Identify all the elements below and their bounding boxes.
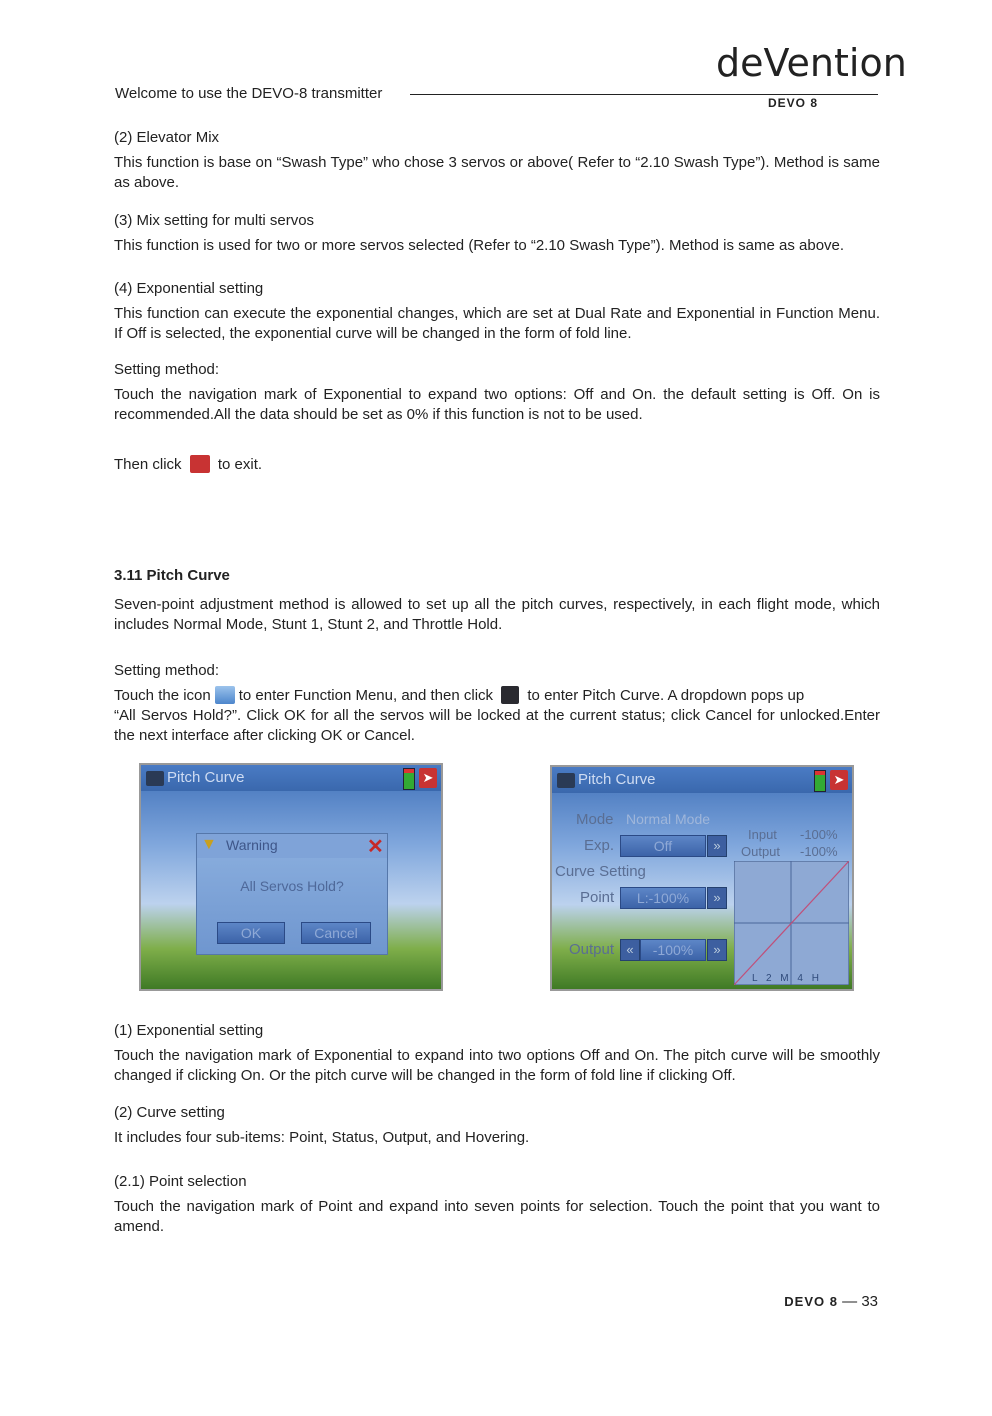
point-selection-heading: (2.1) Point selection [114,1173,247,1190]
warning-titlebar [197,834,387,858]
logo-rule [720,94,878,95]
point-selection-body: Touch the navigation mark of Point and expand into seven points for selection. Touch the point that you want to amend. [114,1198,880,1235]
footer-dash: — [842,1293,862,1310]
screen2-titlebar [552,767,852,793]
battery-icon [403,768,415,790]
header-rule [410,94,720,95]
elevator-mix-heading: (2) Elevator Mix [114,129,220,146]
pitch-curve-settings-screen [550,765,854,991]
expo-method-heading: Setting method: [114,361,220,378]
pitch-curve-heading: 3.11 Pitch Curve [114,567,230,584]
multi-servo-heading: (3) Mix setting for multi servos [114,212,315,229]
ok-button[interactable]: OK [217,922,285,944]
pitch-touch-line [114,686,880,706]
exp-next-icon[interactable]: » [707,835,727,857]
logo-subtitle: DEVO 8 [768,96,819,110]
warning-title: Warning [226,837,278,853]
expo-heading: (4) Exponential setting [114,280,264,297]
page-number: 33 [861,1293,878,1310]
input-label: Input [748,827,777,842]
battery-icon [814,770,826,792]
brand-logo: deVention [716,41,907,85]
output-label: Output [741,844,781,859]
output-decrease-icon[interactable]: « [620,939,640,961]
output-row-label: Output [569,941,615,958]
input-value: -100% [800,827,838,842]
curve-setting-label: Curve Setting [555,863,646,880]
screen2-title: Pitch Curve [578,771,656,788]
enter-menu-text: to enter Function Menu, and then click [238,687,494,704]
header-title: Welcome to use the DEVO-8 transmitter [115,85,383,102]
touch-icon-text: Touch the icon [114,687,211,704]
pitch-curve-icon [501,686,519,704]
pitch-curve-warning-screen [139,763,443,991]
exp-select[interactable]: Off [620,835,706,857]
output-value-field[interactable]: -100% [640,939,706,961]
exp-setting-body: Touch the navigation mark of Exponential to expand into two options Off and On. The pitch curve will be smoothly changed if clicking On. Or the pitch curve will be changed in the form of fold line if clicking Off. [114,1047,880,1084]
expo-body: This function can execute the exponential changes, which are set at Dual Rate and Exponential in Function Menu. If Off is selected, the exponential curve will be changed in the form of fold line. [114,305,880,342]
multi-servo-body: This function is used for two or more servos selected (Refer to “2.10 Swash Type”). Method is same as above. [114,237,845,254]
footer-label: DEVO 8 [784,1294,838,1309]
exit-icon[interactable]: ➤ [419,768,437,788]
cancel-button[interactable]: Cancel [301,922,371,944]
pitch-method-heading: Setting method: [114,662,220,679]
close-icon[interactable]: ✕ [367,836,384,858]
mode-value[interactable]: Normal Mode [626,811,711,827]
screen1-titlebar [141,765,441,791]
expo-method-body: Touch the navigation mark of Exponential to expand two options: Off and On. the default setting is Off. On is recommended.All the data should be set as 0% if this function is not to be used. [114,386,880,423]
output-value: -100% [800,844,838,859]
pitch-touch-rest: “All Servos Hold?”. Click OK for all the servos will be locked at the current status; click Cancel for unlocked.Enter the next interface after clicking OK or Cancel. [114,707,880,744]
then-click-line [114,455,262,475]
curve-setting-heading: (2) Curve setting [114,1104,225,1121]
then-click-text: Then click [114,456,182,473]
function-menu-icon [215,686,235,704]
graph-point-labels: L 2 M 4 H [752,973,822,984]
point-label: Point [580,889,615,906]
mode-label: Mode [576,811,614,828]
warning-dialog [196,833,388,955]
exp-setting-heading: (1) Exponential setting [114,1022,264,1039]
pitch-curve-graph [734,861,849,985]
curve-setting-body: It includes four sub-items: Point, Status, Output, and Hovering. [114,1129,530,1146]
enter-pitch-text: to enter Pitch Curve. A dropdown pops up [527,687,805,704]
warning-message: All Servos Hold? [240,878,344,894]
pitch-curve-intro: Seven-point adjustment method is allowed to set up all the pitch curves, respectively, in each flight mode, which includes Normal Mode, Stunt 1, Stunt 2, and Throttle Hold. [114,596,880,633]
point-select[interactable]: L:-100% [620,887,706,909]
screen1-title: Pitch Curve [167,769,245,786]
exp-label: Exp. [584,837,615,854]
elevator-mix-body: This function is base on “Swash Type” who chose 3 servos or above( Refer to “2.10 Swash Type”). Method is same as above. [114,154,880,191]
pitch-curve-icon [146,771,164,786]
pitch-curve-icon [557,773,575,788]
warning-icon: ▼ [201,836,217,853]
exit-icon[interactable]: ➤ [830,770,848,790]
exit-icon [190,455,210,473]
point-next-icon[interactable]: » [707,887,727,909]
to-exit-text: to exit. [217,456,263,473]
output-increase-icon[interactable]: » [707,939,727,961]
page-footer [784,1293,878,1310]
